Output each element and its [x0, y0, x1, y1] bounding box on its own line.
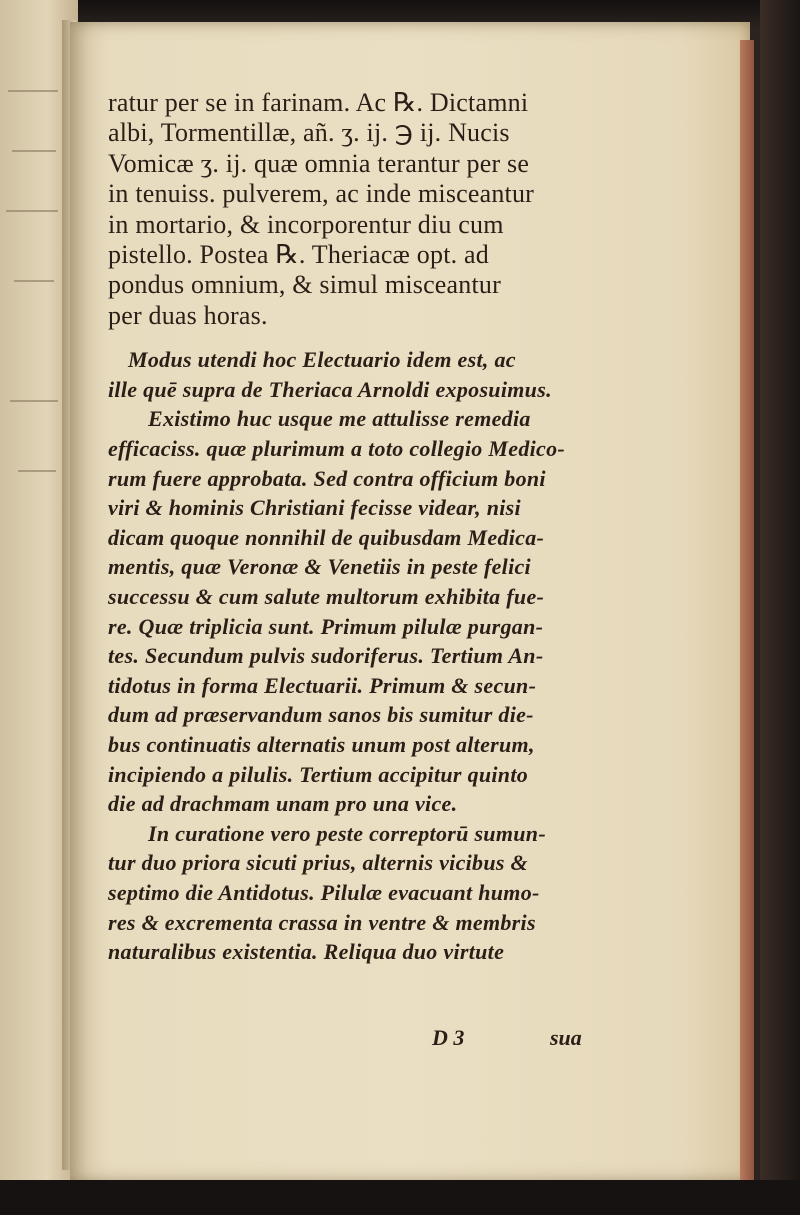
text-line: bus continuatis alternatis unum post alterum,	[108, 731, 535, 757]
paragraph-first-line: Existimo huc usque me attulisse remedia	[148, 406, 531, 432]
scan-background-right	[760, 0, 800, 1215]
section-heading-line: Modus utendi hoc Electuario idem est, ac	[128, 347, 516, 373]
catchword: sua	[550, 1025, 582, 1050]
text-line: Vomicæ ʒ. ij. quæ omnia terantur per se	[108, 148, 530, 178]
text-line: in tenuiss. pulverem, ac inde misceantur	[108, 179, 535, 209]
text-line: incipiendo a pilulis. Tertium accipitur quinto	[108, 761, 529, 787]
text-line: ille quē supra de Theriaca Arnoldi exposuimus.	[108, 376, 552, 402]
text-line: res & excrementa crassa in ventre & membris	[108, 909, 536, 935]
signature-mark: D 3	[432, 1025, 465, 1050]
text-line: albi, Tormentillæ, añ. ʒ. ij. ℈ ij. Nucis	[108, 118, 510, 148]
page-footer	[432, 1025, 602, 1059]
text-line: rum fuere approbata. Sed contra officium boni	[108, 465, 546, 491]
text-line: re. Quæ triplicia sunt. Primum pilulæ purgan-	[108, 613, 544, 639]
scan-background-bottom	[0, 1180, 800, 1215]
page-body-text	[108, 88, 608, 967]
text-line: tur duo priora sicuti prius, alternis vicibus &	[108, 850, 528, 876]
text-line: dicam quoque nonnihil de quibusdam Medica-	[108, 524, 545, 550]
text-line: per duas horas.	[108, 300, 268, 330]
text-line: septimo die Antidotus. Pilulæ evacuant humo-	[108, 879, 540, 905]
text-line: pistello. Postea ℞. Theriacæ opt. ad	[108, 240, 489, 270]
paragraph-first-line: In curatione vero peste correptorū sumun-	[148, 820, 546, 846]
page-red-edge	[740, 40, 754, 1180]
text-line: viri & hominis Christiani fecisse videar, nisi	[108, 495, 521, 521]
text-line: die ad drachmam unam pro una vice.	[108, 791, 458, 817]
text-line: pondus omnium, & simul misceantur	[108, 270, 501, 300]
text-line: successu & cum salute multorum exhibita fue-	[108, 584, 545, 609]
text-line: dum ad præservandum sanos bis sumitur die-	[108, 702, 534, 728]
text-line: tes. Secundum pulvis sudoriferus. Tertium An-	[108, 643, 544, 669]
text-line: ratur per se in farinam. Ac ℞. Dictamni	[108, 88, 529, 117]
text-line: mentis, quæ Veronæ & Venetiis in peste felici	[108, 554, 531, 580]
text-line: in mortario, & incorporentur diu cum	[108, 209, 504, 239]
text-line: efficaciss. quæ plurimum a toto collegio Medico-	[108, 436, 566, 462]
text-line: naturalibus existentia. Reliqua duo virtute	[108, 939, 505, 965]
text-line: tidotus in forma Electuarii. Primum & secun-	[108, 672, 537, 698]
facing-page-show-through	[0, 70, 70, 1020]
